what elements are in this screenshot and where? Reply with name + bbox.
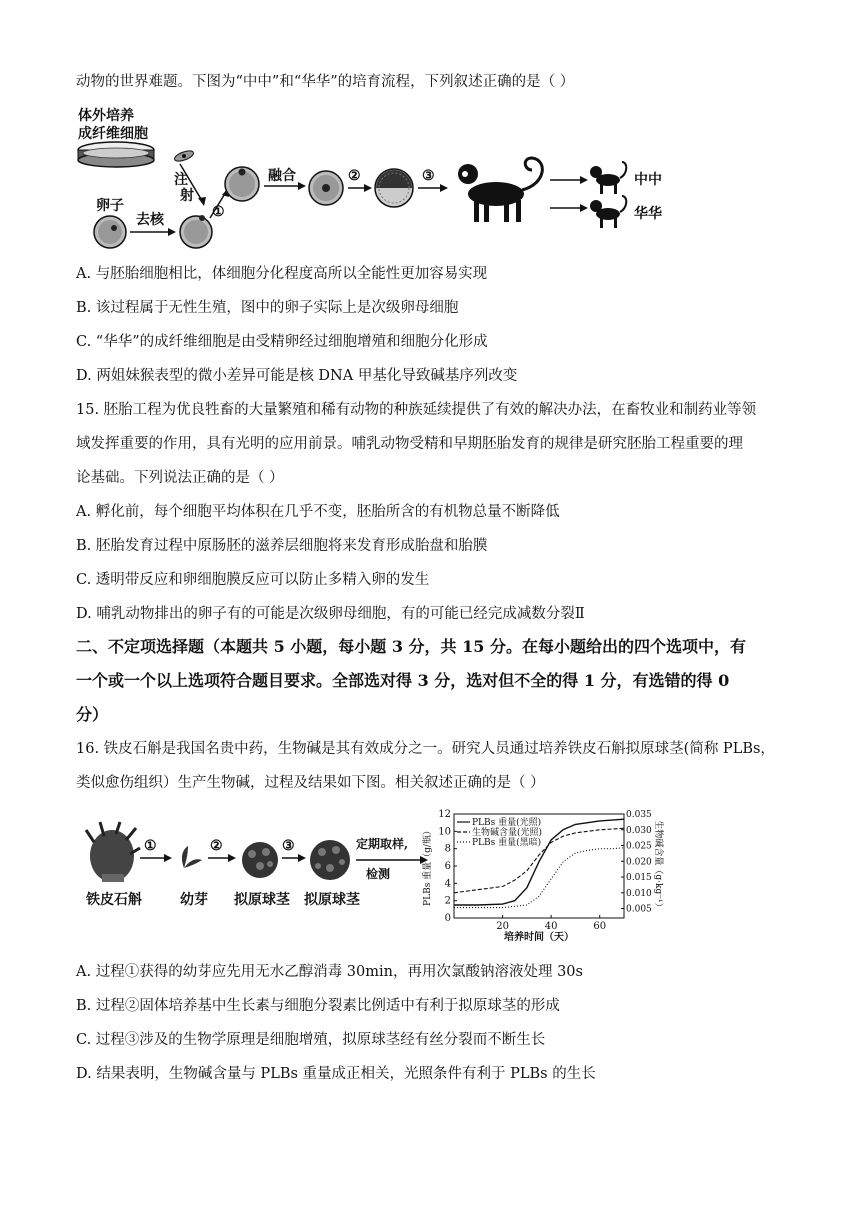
sample-label-2: 检测	[366, 867, 391, 881]
petri-dish-icon	[78, 142, 154, 167]
y-axis-label: PLBs 重量（g/瓶）	[423, 826, 433, 906]
fibroblast-cell-icon	[173, 149, 195, 163]
culture-label-2: 成纤维细胞	[78, 126, 148, 142]
y-tick-label: 6	[444, 861, 451, 872]
egg-label: 卵子	[96, 198, 124, 214]
chart-legend	[457, 816, 542, 848]
plb-growth-chart	[424, 808, 674, 943]
y-tick-label: 4	[444, 878, 451, 890]
result-huahua: 华华	[634, 206, 662, 222]
baby-monkey-huahua-icon	[590, 196, 626, 228]
y2-tick-label: 0.020	[626, 857, 652, 868]
surrogate-monkey-icon	[458, 158, 542, 222]
y-tick-label: 8	[444, 843, 451, 855]
q15-option-a: A. 孵化前，每个细胞平均体积在几乎不变，胚胎所含的有机物总量不断降低	[76, 504, 560, 520]
y2-tick-label: 0.030	[626, 825, 652, 836]
legend-label-3: PLBs 重量(黑暗)	[472, 838, 542, 848]
y-tick-label: 12	[438, 809, 451, 820]
plb-process-diagram	[84, 822, 434, 922]
embryo-icon	[375, 169, 413, 207]
x-tick-label: 40	[544, 921, 558, 932]
q16-step-1: ①	[144, 838, 157, 854]
q16-option-c: C. 过程③涉及的生物学原理是细胞增殖，拟原球茎经有丝分裂而不断生长	[76, 1032, 546, 1048]
fuse-label: 融合	[268, 168, 296, 184]
reconstructed-egg-icon	[225, 167, 259, 201]
q14-option-b: B. 该过程属于无性生殖，图中的卵子实际上是次级卵母细胞	[76, 300, 459, 316]
step-2: ②	[348, 168, 361, 184]
inject-label-2: 射	[180, 188, 194, 204]
result-zhongzhong: 中中	[634, 172, 662, 188]
q14-stem-tail: 动物的世界难题。下图为“中中”和“华华”的培育流程，下列叙述正确的是（ ）	[76, 74, 575, 90]
y2-tick-label: 0.010	[626, 888, 652, 899]
q16-step-3: ③	[282, 838, 295, 854]
q15-stem-line-1: 15. 胚胎工程为优良牲畜的大量繁殖和稀有动物的种族延续提供了有效的解决办法，在畜牧业和制药业等领	[76, 402, 757, 418]
sprout-icon	[182, 846, 202, 868]
series-line-3	[454, 848, 624, 908]
plant-label: 铁皮石斛	[86, 892, 142, 908]
dendrobium-plant-icon	[86, 822, 140, 882]
q15-option-c: C. 透明带反应和卵细胞膜反应可以防止多精入卵的发生	[76, 572, 430, 588]
baby-monkey-zhongzhong-icon	[590, 162, 626, 194]
enucleate-label: 去核	[136, 212, 164, 228]
plb-label-2: 拟原球茎	[304, 892, 360, 908]
q16-option-a: A. 过程①获得的幼芽应先用无水乙醇消毒 30min，再用次氯酸钠溶液处理 30s	[76, 964, 583, 980]
plb-label-1: 拟原球茎	[234, 892, 290, 908]
q14-option-c: C. “华华”的成纤维细胞是由受精卵经过细胞增殖和细胞分化形成	[76, 334, 488, 350]
legend-label-1: PLBs 重量(光照)	[472, 818, 542, 828]
section2-heading-line-2: 一个或一个以上选项符合题目要求。全部选对得 3 分，选对但不全的得 1 分，有选错的得 0	[76, 671, 730, 690]
q15-option-d: D. 哺乳动物排出的卵子有的可能是次级卵母细胞，有的可能已经完成减数分裂Ⅱ	[76, 606, 585, 622]
q16-stem-line-2: 类似愈伤组织）生产生物碱，过程及结果如下图。相关叙述正确的是（ ）	[76, 775, 545, 791]
plb-cluster-2-icon	[310, 840, 350, 880]
q16-step-2: ②	[210, 838, 223, 854]
section2-heading-line-1: 二、不定项选择题（本题共 5 小题，每小题 3 分，共 15 分。在每小题给出的四个选项中，有	[76, 637, 746, 656]
x-tick-label: 60	[593, 921, 607, 932]
step-1: ①	[212, 204, 225, 220]
x-tick-label: 20	[496, 921, 509, 932]
section2-heading-line-3: 分）	[76, 705, 109, 724]
q16-option-b: B. 过程②固体培养基中生长素与细胞分裂素比例适中有利于拟原球茎的形成	[76, 998, 560, 1014]
y-tick-label: 2	[444, 895, 451, 907]
y-tick-label: 10	[438, 826, 451, 838]
y2-axis-label: 生物碱含量（g·kg⁻¹）	[653, 820, 663, 912]
q14-option-a: A. 与胚胎细胞相比，体细胞分化程度高所以全能性更加容易实现	[76, 266, 488, 282]
sprout-label: 幼芽	[180, 892, 208, 908]
fused-cell-icon	[309, 171, 343, 205]
y2-tick-label: 0.025	[626, 841, 652, 852]
q15-stem-line-3: 论基础。下列说法正确的是（ ）	[76, 470, 284, 486]
y2-tick-label: 0.035	[626, 810, 652, 820]
cloning-diagram	[76, 100, 676, 250]
enucleated-egg-icon	[180, 215, 212, 248]
egg-cell-icon	[94, 216, 126, 248]
inject-label-1: 注	[174, 172, 188, 188]
q15-option-b: B. 胚胎发育过程中原肠胚的滋养层细胞将来发育形成胎盘和胎膜	[76, 538, 488, 554]
sample-label-1: 定期取样,	[356, 837, 409, 851]
x-axis-label: 培养时间（天）	[504, 932, 574, 943]
q16-option-d: D. 结果表明，生物碱含量与 PLBs 重量成正相关，光照条件有利于 PLBs 的生长	[76, 1066, 596, 1082]
plb-cluster-1-icon	[242, 842, 278, 878]
q16-stem-line-1: 16. 铁皮石斛是我国名贵中药，生物碱是其有效成分之一。研究人员通过培养铁皮石斛拟原球茎(简称 PLBs，	[76, 741, 775, 757]
step-3: ③	[422, 168, 435, 184]
y-tick-label: 0	[444, 913, 451, 924]
legend-label-2: 生物碱含量(光照)	[472, 828, 543, 838]
q14-option-d: D. 两姐妹猴表型的微小差异可能是核 DNA 甲基化导致碱基序列改变	[76, 368, 518, 384]
culture-label-1: 体外培养	[78, 108, 134, 124]
y2-tick-label: 0.015	[626, 873, 652, 884]
y2-tick-label: 0.005	[626, 904, 652, 915]
q15-stem-line-2: 域发挥重要的作用，具有光明的应用前景。哺乳动物受精和早期胚胎发育的规律是研究胚胎工程重要的理	[76, 436, 743, 452]
